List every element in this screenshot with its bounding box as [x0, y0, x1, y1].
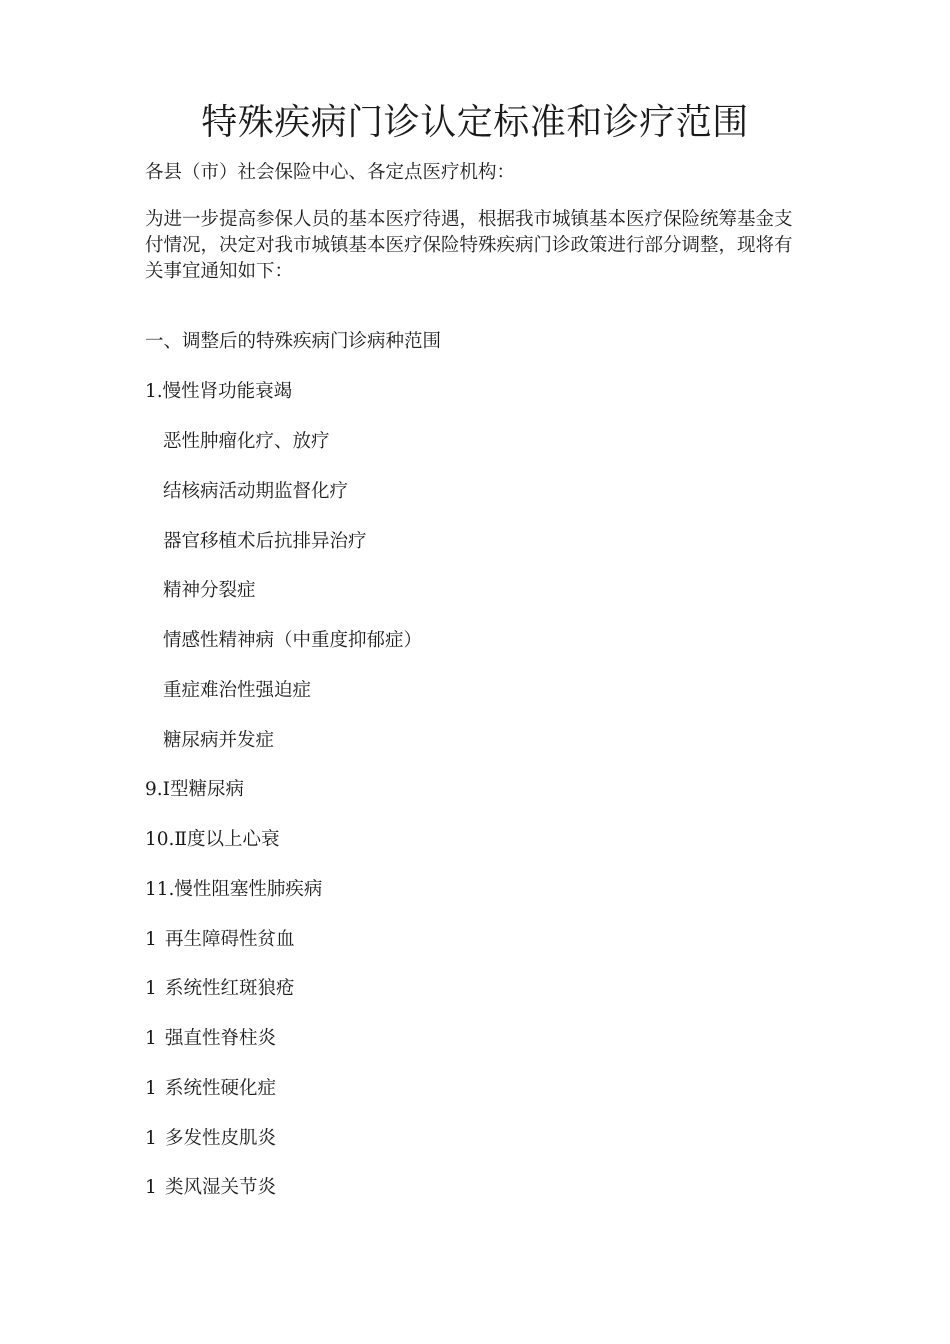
- list-item: 结核病活动期监督化疗: [163, 481, 349, 502]
- list-item-text: 系统性红斑狼疮: [165, 978, 295, 999]
- document-title: 特殊疾病门诊认定标准和诊疗范围: [201, 102, 749, 143]
- list-item-text: 类风湿关节炎: [165, 1177, 277, 1198]
- list-item-number: 1: [145, 1128, 157, 1149]
- list-item: [145, 1077, 276, 1101]
- list-item: 1.慢性肾功能衰竭: [145, 381, 293, 402]
- salutation: 各县（市）社会保险中心、各定点医疗机构：: [145, 162, 516, 183]
- list-item-text: 再生障碍性贫血: [165, 929, 295, 950]
- list-item: [145, 977, 295, 1001]
- list-item-text: 系统性硬化症: [165, 1078, 277, 1099]
- list-item: 重症难治性强迫症: [163, 680, 312, 701]
- list-item-number: 1: [145, 1028, 157, 1049]
- list-item: 情感性精神病（中重度抑郁症）: [163, 630, 423, 651]
- list-item-text: 多发性皮肌炎: [165, 1128, 277, 1149]
- list-item-number: 1: [145, 929, 157, 950]
- list-item-number: 1: [145, 978, 157, 999]
- list-item: [145, 1127, 276, 1151]
- list-item: 11.慢性阻塞性肺疾病: [145, 879, 323, 900]
- list-item-text: 强直性脊柱炎: [165, 1028, 277, 1049]
- list-item: 恶性肿瘤化疗、放疗: [163, 431, 330, 452]
- list-item: 10.Ⅱ度以上心衰: [145, 829, 280, 850]
- list-item: [145, 1176, 276, 1200]
- list-item: [145, 1027, 276, 1051]
- list-item-number: 1: [145, 1078, 157, 1099]
- intro-line: 关事宜通知如下：: [145, 261, 294, 282]
- section-heading: 一、调整后的特殊疾病门诊病种范围: [145, 331, 442, 352]
- intro-line: 为进一步提高参保人员的基本医疗待遇，根据我市城镇基本医疗保险统筹基金支: [145, 209, 793, 230]
- intro-paragraph: [145, 207, 811, 285]
- list-item: 精神分裂症: [163, 580, 256, 601]
- list-item: 糖尿病并发症: [163, 730, 275, 751]
- list-item-number: 1: [145, 1177, 157, 1198]
- list-item: 器官移植术后抗排异治疗: [163, 531, 367, 552]
- list-item: 9.Ⅰ型糖尿病: [145, 779, 244, 800]
- intro-line: 付情况，决定对我市城镇基本医疗保险特殊疾病门诊政策进行部分调整，现将有: [145, 235, 793, 256]
- list-item: [145, 928, 295, 952]
